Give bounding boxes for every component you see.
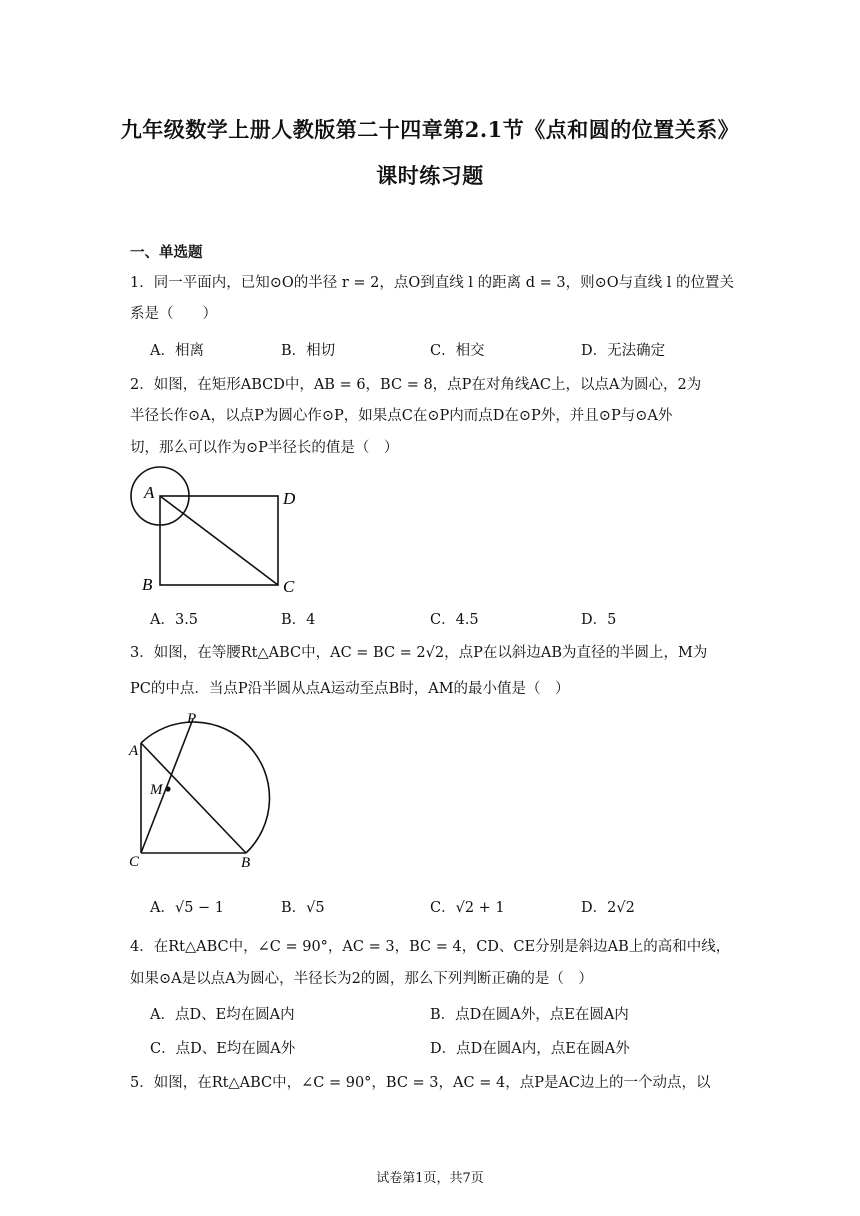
question-4-option-b: B．点D在圆A外，点E在圆A内 <box>430 1007 629 1023</box>
question-4-option-a: A．点D、E均在圆A内 <box>150 1007 295 1023</box>
question-3-line-1: 3．如图，在等腰Rt△ABC中，AC = BC = 2√2，点P在以斜边AB为直径的半圆上，M为 <box>130 645 708 661</box>
question-1-option-b: B．相切 <box>281 343 336 359</box>
page-title: 九年级数学上册人教版第二十四章第2.1节《点和圆的位置关系》 <box>120 117 740 142</box>
question-4-option-c: C．点D、E均在圆A外 <box>150 1041 296 1057</box>
point-m <box>165 786 170 791</box>
question-3-option-c: C．√2 + 1 <box>430 900 505 916</box>
question-1-line-2: 系是（ ） <box>130 306 217 322</box>
question-3-option-b: B．√5 <box>281 900 325 916</box>
label-a: A <box>144 483 155 502</box>
diagonal-ac <box>160 496 278 585</box>
section-heading: 一、单选题 <box>130 244 203 261</box>
question-2-option-a: A．3.5 <box>150 612 199 628</box>
label-p: P <box>187 711 197 727</box>
question-3-option-a: A．√5 − 1 <box>150 900 225 916</box>
question-2-line-3: 切，那么可以作为⊙P半径长的值是（ ） <box>130 440 399 456</box>
question-2-figure <box>120 462 310 600</box>
label-b: B <box>241 855 251 870</box>
question-4-option-d: D．点D在圆A内，点E在圆A外 <box>430 1041 630 1057</box>
label-c: C <box>283 577 295 596</box>
question-2-option-c: C．4.5 <box>430 612 479 628</box>
label-m: M <box>150 782 163 798</box>
question-5-line-1: 5．如图，在Rt△ABC中，∠C = 90°，BC = 3，AC = 4，点P是AC边上的一个动点，以 <box>130 1075 711 1091</box>
question-1-option-d: D．无法确定 <box>581 343 666 359</box>
question-2-line-2: 半径长作⊙A，以点P为圆心作⊙P，如果点C在⊙P内而点D在⊙P外，并且⊙P与⊙A外 <box>130 408 673 424</box>
question-4-line-2: 如果⊙A是以点A为圆心，半径长为2的圆，那么下列判断正确的是（ ） <box>130 971 593 987</box>
question-3-line-2: PC的中点．当点P沿半圆从点A运动至点B时，AM的最小值是（ ） <box>130 681 570 697</box>
question-1-option-a: A．相离 <box>150 343 204 359</box>
question-1-option-c: C．相交 <box>430 343 485 359</box>
label-d: D <box>283 489 296 508</box>
question-3-option-d: D．2√2 <box>581 900 635 916</box>
question-4-line-1: 4．在Rt△ABC中，∠C = 90°，AC = 3，BC = 4，CD、CE分别是斜边AB上的高和中线， <box>130 939 731 955</box>
label-b: B <box>142 575 153 594</box>
page-subtitle: 课时练习题 <box>376 163 484 188</box>
question-1-line-1: 1．同一平面内，已知⊙O的半径 r = 2，点O到直线 l 的距离 d = 3，则⊙O与直线 l 的位置关 <box>130 275 735 291</box>
segment-pc <box>141 719 193 853</box>
question-2-line-1: 2．如图，在矩形ABCD中，AB = 6，BC = 8，点P在对角线AC上，以点A为圆心，2为 <box>130 377 702 393</box>
hypotenuse-ab <box>141 743 246 853</box>
label-c: C <box>129 854 140 870</box>
label-a: A <box>129 743 139 759</box>
question-2-option-b: B．4 <box>281 612 316 628</box>
page-footer: 试卷第1页，共7页 <box>376 1171 484 1186</box>
question-3-figure <box>120 706 290 870</box>
question-2-option-d: D．5 <box>581 612 617 628</box>
